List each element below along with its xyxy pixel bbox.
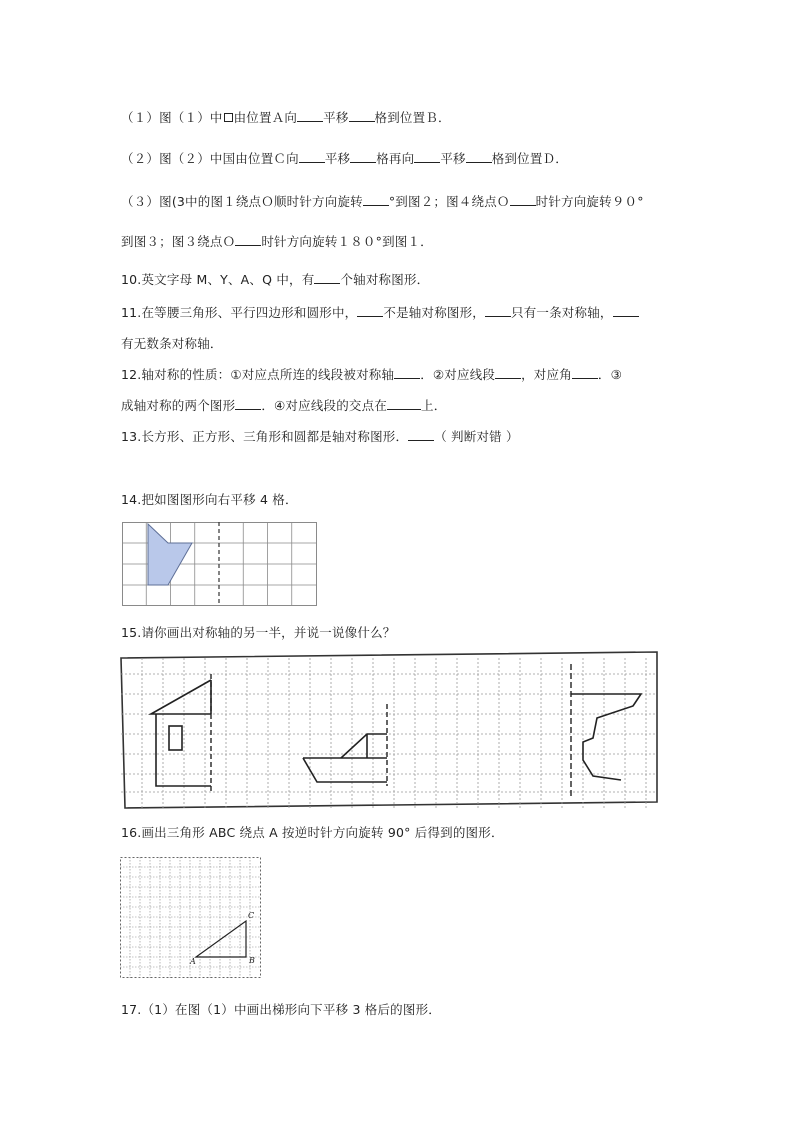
blank[interactable] [495, 367, 521, 379]
small-flag-icon [224, 113, 233, 122]
question-10: 10.英文字母 M、Y、A、Q 中，有 个轴对称图形． [121, 272, 430, 287]
blank[interactable] [485, 305, 511, 317]
blank[interactable] [314, 272, 340, 284]
blank[interactable] [350, 151, 376, 163]
vase-half-figure [571, 694, 641, 780]
blank[interactable] [408, 429, 434, 441]
blank[interactable] [613, 305, 639, 317]
blank[interactable] [394, 367, 420, 379]
blank[interactable] [387, 398, 421, 410]
blank[interactable] [510, 194, 536, 206]
question-14: 14.把如图图形向右平移 4 格． [121, 492, 298, 507]
triangle-abc [196, 921, 246, 957]
label-b: B [249, 956, 255, 965]
blank[interactable] [235, 398, 261, 410]
blank[interactable] [349, 110, 375, 122]
question-11: 11.在等腰三角形、平行四边形和圆形中， 不是轴对称图形， 只有一条对称轴， [121, 303, 639, 321]
question-15: 15.请你画出对称轴的另一半，并说一说像什么？ [121, 625, 396, 640]
question-16: 16.画出三角形 ABC 绕点 A 按逆时针方向旋转 90° 后得到的图形． [121, 825, 504, 840]
question-12: 12.轴对称的性质：①对应点所连的线段被对称轴 ．②对应线段 ，对应角 ．③ [121, 367, 623, 382]
q15-symmetry-grid [121, 652, 659, 808]
blank[interactable] [414, 151, 440, 163]
question-13: 13.长方形、正方形、三角形和圆都是轴对称图形． （ 判断对错 ） [121, 429, 519, 444]
figure-number-3: (3 [171, 194, 186, 209]
house-half-figure [151, 680, 211, 786]
blank[interactable] [297, 110, 323, 122]
question-11-cont: 有无数条对称轴． [121, 336, 223, 351]
blank[interactable] [572, 367, 598, 379]
boat-half-figure [303, 734, 387, 782]
blank[interactable] [235, 234, 261, 246]
q9-part-1: （１）图（１）中 由位置Ａ向 平移 格到位置Ｂ． [121, 110, 451, 125]
question-12-cont: 成轴对称的两个图形 ．④对应线段的交点在 上． [121, 398, 447, 413]
q16-rotation-grid [120, 857, 262, 979]
blank[interactable] [466, 151, 492, 163]
label-a: A [190, 957, 196, 966]
shaded-shape [148, 524, 192, 585]
blank[interactable] [363, 194, 389, 206]
grid-border [121, 652, 657, 808]
blank[interactable] [299, 151, 325, 163]
q9-part-3: （３）图(3中的图１绕点Ｏ顺时针方向旋转 °到图２；图４绕点Ｏ 时针方向旋转９０° [121, 194, 644, 209]
q9-part-3-cont: 到图３；图３绕点Ｏ 时针方向旋转１８０°到图１． [121, 234, 433, 249]
blank[interactable] [357, 305, 383, 317]
q9-part-2: （２）图（２）中国由位置Ｃ向 平移 格再向 平移 格到位置Ｄ． [121, 151, 568, 166]
label-c: C [248, 911, 255, 920]
q14-grid-figure [122, 522, 318, 608]
question-17: 17.（1）在图（1）中画出梯形向下平移 3 格后的图形． [121, 1002, 441, 1017]
